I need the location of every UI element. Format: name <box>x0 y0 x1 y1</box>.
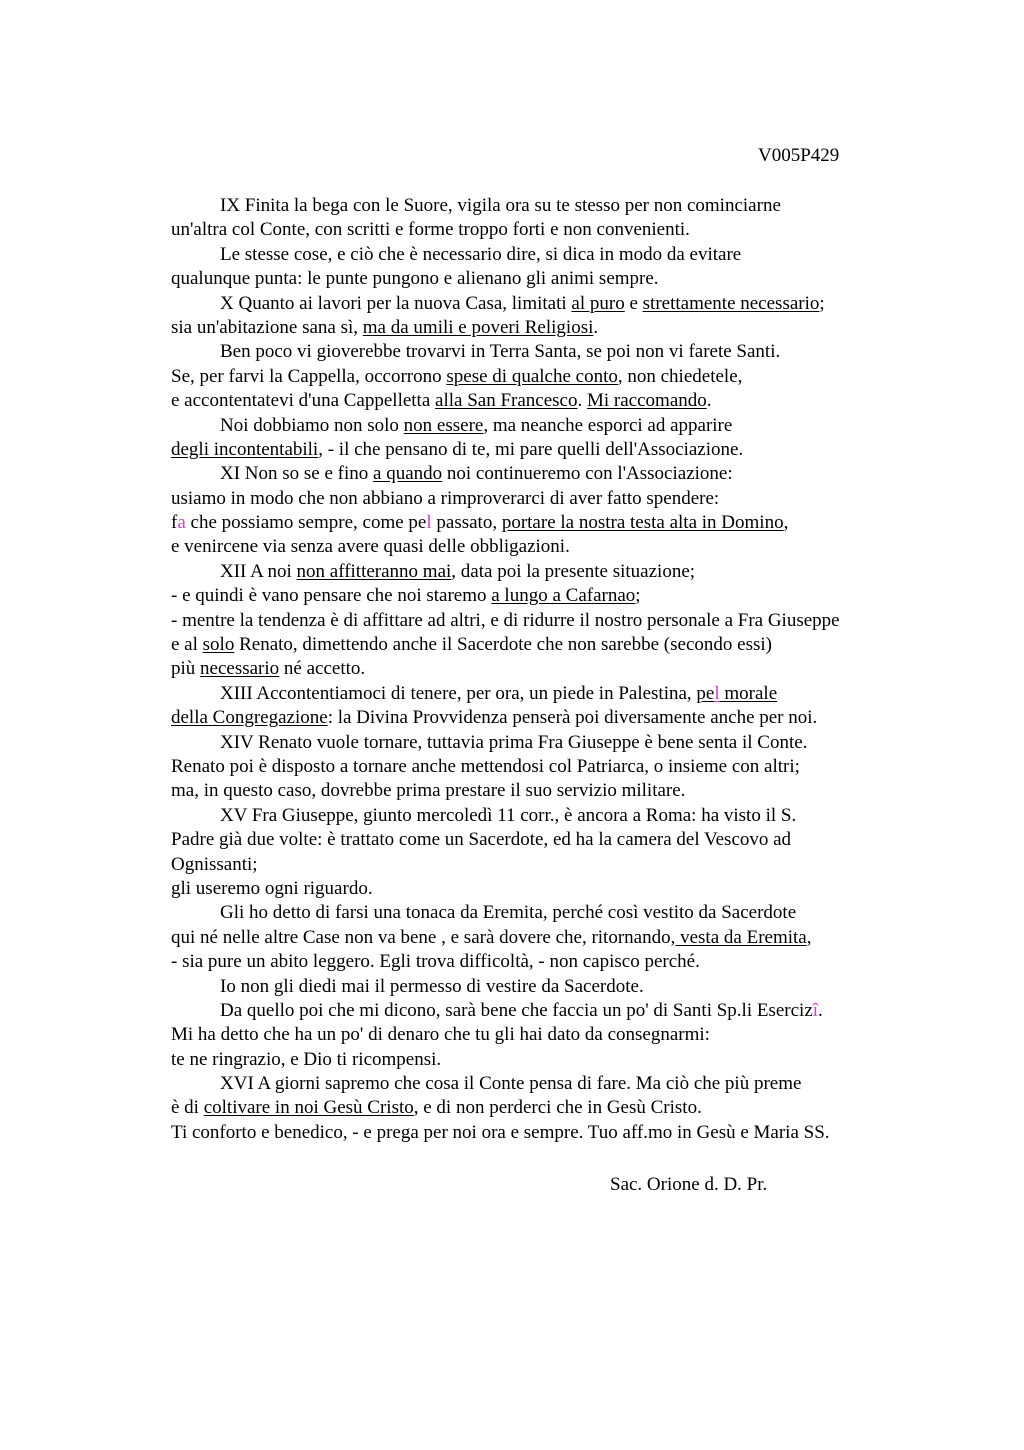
underlined-text: coltivare in noi Gesù Cristo <box>203 1097 414 1119</box>
text-run: . <box>818 999 823 1021</box>
text-run: XII A noi <box>220 560 297 582</box>
text-run: qualunque punta: le punte pungono e alienano gli animi sempre. <box>171 268 659 290</box>
text-run: passato, <box>431 512 502 534</box>
underlined-text: l <box>714 682 720 704</box>
text-line <box>171 340 931 364</box>
text-run: che possiamo sempre, come pe <box>185 512 427 534</box>
text-run: XV Fra Giuseppe, giunto mercoledì 11 corr., è ancora a Roma: ha visto il S. <box>220 804 797 826</box>
text-run: è di <box>171 1097 204 1119</box>
text-run: , - il che pensano di te, mi pare quelli dell'Associazione. <box>318 438 744 460</box>
text-line <box>171 609 931 633</box>
text-line <box>171 804 931 828</box>
text-run: né accetto. <box>279 658 366 680</box>
text-run: . <box>593 316 599 338</box>
highlighted-char: a <box>177 512 186 534</box>
text-run: Mi ha detto che ha un po' di denaro che tu gli hai dato da consegnarmi: <box>171 1024 710 1046</box>
underlined-text: della Congregazione <box>171 707 328 729</box>
text-line <box>171 389 931 413</box>
text-run: , non chiedetele, <box>617 365 743 387</box>
text-run: e <box>624 292 643 314</box>
text-run: Io non gli diedi mai il permesso di vestire da Sacerdote. <box>220 975 644 997</box>
text-line <box>171 828 931 852</box>
text-line <box>171 535 931 559</box>
underlined-text: degli incontentabili <box>171 438 319 460</box>
signature: Sac. Orione d. D. Pr. <box>610 1174 768 1195</box>
highlighted-char: l <box>426 512 432 534</box>
text-line <box>171 926 931 950</box>
text-run: f <box>171 512 178 534</box>
text-line <box>171 1023 931 1047</box>
text-run: XIV Renato vuole tornare, tuttavia prima Fra Giuseppe è bene senta il Conte. <box>220 731 808 753</box>
text-run: Padre già due volte: è trattato come un Sacerdote, ed ha la camera del Vescovo ad <box>171 829 792 851</box>
text-run: Gli ho detto di farsi una tonaca da Eremita, perché così vestito da Sacerdote <box>220 902 797 924</box>
text-line <box>171 365 931 389</box>
text-line <box>171 633 931 657</box>
text-run: X Quanto ai lavori per la nuova Casa, limitati <box>220 292 572 314</box>
text-run: e accontentatevi d'una Cappelletta <box>171 390 436 412</box>
text-run: sia un'abitazione sana sì, <box>171 316 363 338</box>
text-line <box>171 292 931 316</box>
text-line <box>171 438 931 462</box>
text-line <box>171 1048 931 1072</box>
text-run: . <box>706 390 712 412</box>
text-run: . <box>577 390 587 412</box>
text-run: : la Divina Provvidenza penserà poi diversamente anche per noi. <box>327 707 818 729</box>
text-run: XIII Accontentiamoci di tenere, per ora, un piede in Palestina, <box>220 682 697 704</box>
text-line <box>171 511 931 535</box>
text-run: , ma neanche esporci ad apparire <box>483 414 733 436</box>
underlined-text: portare la nostra testa alta in Domino <box>501 512 784 534</box>
text-line <box>171 218 931 242</box>
underlined-text: non affitteranno mai <box>296 560 452 582</box>
text-run: ma, in questo caso, dovrebbe prima prestare il suo servizio militare. <box>171 780 686 802</box>
text-line <box>171 487 931 511</box>
underlined-text: non essere <box>403 414 484 436</box>
underlined-text: al puro <box>571 292 625 314</box>
document-reference-code: V005P429 <box>758 145 840 166</box>
text-line <box>171 657 931 681</box>
text-line <box>171 950 931 974</box>
text-run: ; <box>819 292 825 314</box>
underlined-text: pe <box>696 682 715 704</box>
text-run: usiamo in modo che non abbiano a rimproverarci di aver fatto spendere: <box>171 487 720 509</box>
text-run: Renato poi è disposto a tornare anche mettendosi col Patriarca, o insieme con altri; <box>171 755 800 777</box>
text-run: ; <box>635 585 641 607</box>
text-line <box>171 901 931 925</box>
underlined-text: Mi raccomando <box>586 390 707 412</box>
text-line <box>171 462 931 486</box>
text-line <box>171 755 931 779</box>
text-run: Da quello poi che mi dicono, sarà bene che faccia un po' di Santi Sp.li Eserciz <box>220 999 813 1021</box>
text-run: - e quindi è vano pensare che noi staremo <box>171 585 492 607</box>
text-run: gli useremo ogni riguardo. <box>171 877 373 899</box>
text-run: te ne ringrazio, e Dio ti ricompensi. <box>171 1048 442 1070</box>
text-run: e al <box>171 634 203 656</box>
text-run: Renato, dimettendo anche il Sacerdote che non sarebbe (secondo essi) <box>234 634 772 656</box>
text-run: , <box>806 926 812 948</box>
underlined-text: a lungo a Cafarnao <box>491 585 636 607</box>
underlined-text: strettamente necessario <box>642 292 820 314</box>
text-line <box>171 414 931 438</box>
text-run: Ben poco vi gioverebbe trovarvi in Terra Santa, se poi non vi farete Santi. <box>220 341 781 363</box>
text-line <box>171 267 931 291</box>
text-line <box>171 999 931 1023</box>
text-line <box>171 853 931 877</box>
text-run: un'altra col Conte, con scritti e forme troppo forti e non convenienti. <box>171 219 690 241</box>
text-line <box>171 731 931 755</box>
underlined-text: alla San Francesco <box>435 390 578 412</box>
underlined-text: spese di qualche conto <box>446 365 618 387</box>
letter-body <box>171 194 931 1145</box>
text-run: Ti conforto e benedico, - e prega per noi ora e sempre. Tuo aff.mo in Gesù e Maria SS. <box>171 1121 830 1143</box>
text-line <box>171 1072 931 1096</box>
text-line <box>171 316 931 340</box>
underlined-text: ma da umili e poveri Religiosi <box>362 316 594 338</box>
text-line <box>171 706 931 730</box>
text-run: , data poi la presente situazione; <box>451 560 696 582</box>
text-run: Se, per farvi la Cappella, occorrono <box>171 365 447 387</box>
text-line <box>171 1121 931 1145</box>
underlined-text: necessario <box>200 658 280 680</box>
text-line <box>171 243 931 267</box>
text-run: IX Finita la bega con le Suore, vigila ora su te stesso per non cominciarne <box>220 195 781 216</box>
text-run: - sia pure un abito leggero. Egli trova difficoltà, - non capisco perché. <box>171 951 700 973</box>
text-line <box>171 194 931 218</box>
text-run: XI Non so se e fino <box>220 463 374 485</box>
highlighted-char: î <box>812 999 819 1021</box>
underlined-text: solo <box>202 634 235 656</box>
underlined-text: morale <box>719 682 778 704</box>
text-line <box>171 682 931 706</box>
text-line <box>171 975 931 999</box>
text-line <box>171 560 931 584</box>
text-run: noi continueremo con l'Associazione: <box>442 463 733 485</box>
text-line <box>171 584 931 608</box>
text-line <box>171 1096 931 1120</box>
text-run: e venircene via senza avere quasi delle obbligazioni. <box>171 536 570 558</box>
text-run: XVI A giorni sapremo che cosa il Conte pensa di fare. Ma ciò che più preme <box>220 1073 802 1095</box>
text-run: , <box>783 512 789 534</box>
text-line <box>171 779 931 803</box>
text-run: Le stesse cose, e ciò che è necessario dire, si dica in modo da evitare <box>220 243 742 265</box>
text-run: , e di non perderci che in Gesù Cristo. <box>413 1097 702 1119</box>
text-run: qui né nelle altre Case non va bene , e sarà dovere che, ritornando, <box>171 926 676 948</box>
text-run: più <box>171 658 201 680</box>
text-run: Noi dobbiamo non solo <box>220 414 404 436</box>
text-line <box>171 877 931 901</box>
text-run: - mentre la tendenza è di affittare ad altri, e di ridurre il nostro personale a Fra Giuseppe <box>171 609 840 631</box>
text-run: Ognissanti; <box>171 853 258 875</box>
underlined-text: vesta da Eremita <box>675 926 807 948</box>
underlined-text: a quando <box>373 463 443 485</box>
